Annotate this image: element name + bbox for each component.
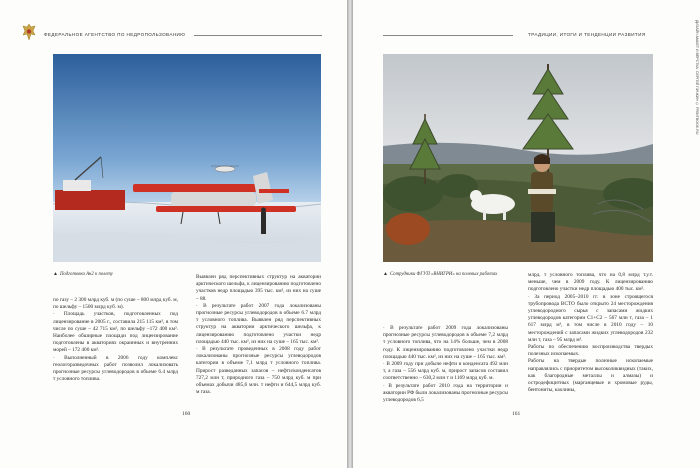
photo-caption	[53, 272, 113, 277]
paragraph: · В 2009 году при добыче нефти и конденсата 492 млн т, а газа – 556 млрд куб. м, прирост запасов составил соответственно – 630,2 млн т и 1169 млрд куб. м.	[383, 361, 508, 382]
text-column-1	[53, 297, 178, 383]
text-column-1	[383, 325, 508, 404]
paragraph: Работы по обеспечению воспроизводства твердых полезных ископаемых.	[528, 344, 653, 358]
caption-marker: ▲	[53, 272, 58, 277]
header-rule	[194, 35, 322, 36]
paragraph: · Площадь участков, подготовленных под лицензирование в 2005 г., составила 215 115 км², в том числе по суше – 42 715 км², по шельфу –172 400 км². Наиболее обширные площади под лицензирование подготовлены в акваториях окраинных и внутренних морей – 172 400 км².	[53, 311, 178, 354]
paragraph: по газу – 2 300 млрд куб. м (по суше – 800 млрд куб. м, по шельфу – 1500 млрд куб. м).	[53, 297, 178, 311]
paragraph: · В результате проведенных в 2008 году работ локализованы прогнозные ресурсы углеводородов категории в объеме 7,1 млрд т условного топлива. Прирост разведанных запасов – нефти/конденсатов 727,2 млн т, природного газа – 750 млрд куб. м при объемах добычи 485,6 млн. т нефти и 644,5 млрд куб. м газа.	[196, 346, 321, 396]
paragraph: млрд. т условного топлива, что на 0,8 млрд т.у.т. меньше, чем в 2009 году. К лицензированию подготовлено участки недр площадью 400 тыс. км².	[528, 272, 653, 293]
page-number: 161	[512, 411, 521, 417]
caption-text: Сотрудники ФГУП «ВНИГРИ» на полевых работах	[389, 272, 498, 277]
paragraph: Выявлен ряд перспективных структур на акватории арктического шельфа, к лицензированию подготовлено участков недр площадью 395 тыс. км², из них на суше – 88.	[196, 274, 321, 302]
page-number: 160	[182, 411, 191, 417]
coat-of-arms-icon	[22, 23, 36, 41]
paragraph: Работы на твердые полезные ископаемые направлялись с приоритетом высоколиквидных (таких, как благородные металлы и алмазы) и остродефицитных (марганцевые и хромовые руды, бентониты, каолины,	[528, 358, 653, 394]
paragraph: · Выполненный в 2006 году комплекс геологоразведочных работ позволил локализовать прогнозные ресурсы углеводородов в объеме 6.4 млрд т условного топлива.	[53, 354, 178, 383]
photo-airplane-on-ice	[53, 54, 321, 262]
side-credit: ДИЗАЙН-МАКЕТ И ВЁРСТКА: СЕРГЕЙ ПИЧКИН © PRINTBOOK.RU	[695, 20, 699, 135]
paragraph: · В результате работ 2009 года локализованы прогнозные ресурсы углеводородов в объеме 7,2 млрд т условного топлива, что на 14% больше, чем в 2008 году. К лицензированию подготовлено участки недр площадью 440 тыс. км², из них на суше – 165 тыс. км².	[383, 325, 508, 360]
paragraph: · В результате работ 2007 года локализованы прогнозные ресурсы углеводородов в объеме 6.7 млрд т условного топлива. Выявлен ряд перспективных структур на акватории арктического шельфа, к лицензированию подготовлено участки недр площадью 440 тыс. км², из них на суше – 165 тыс. км².	[196, 302, 321, 345]
left-page	[0, 0, 347, 468]
caption-marker: ▲	[383, 272, 388, 277]
paragraph: · За период 2005–2010 гг. в зоне строящегося трубопровода ВСТО было открыто 24 месторождения углеводородного сырья с запасами жидких углеводородов категории С1+С2 – 567 млн т, газа – 1 617 млрд м³, в том числе в 2010 году – 10 месторождений с запасами жидких углеводородов 232 млн т, газа – 95 млрд м³.	[528, 293, 653, 343]
running-header: ТРАДИЦИИ, ИТОГИ И ТЕНДЕНЦИИ РАЗВИТИЯ	[528, 32, 646, 37]
photo-caption	[383, 272, 497, 277]
running-header: ФЕДЕРАЛЬНОЕ АГЕНТСТВО ПО НЕДРОПОЛЬЗОВАНИЮ	[44, 32, 186, 37]
photo-field-work	[383, 54, 653, 262]
paragraph: · В результате работ 2010 года на территории и акватории РФ были локализованы прогнозные ресурсы углеводородов 6,5	[383, 382, 508, 404]
caption-text: Подготовка Ан2 к полету	[59, 272, 113, 277]
right-page	[353, 0, 700, 468]
text-column-2	[528, 272, 653, 394]
text-column-2	[196, 274, 321, 396]
header-rule	[383, 35, 513, 36]
